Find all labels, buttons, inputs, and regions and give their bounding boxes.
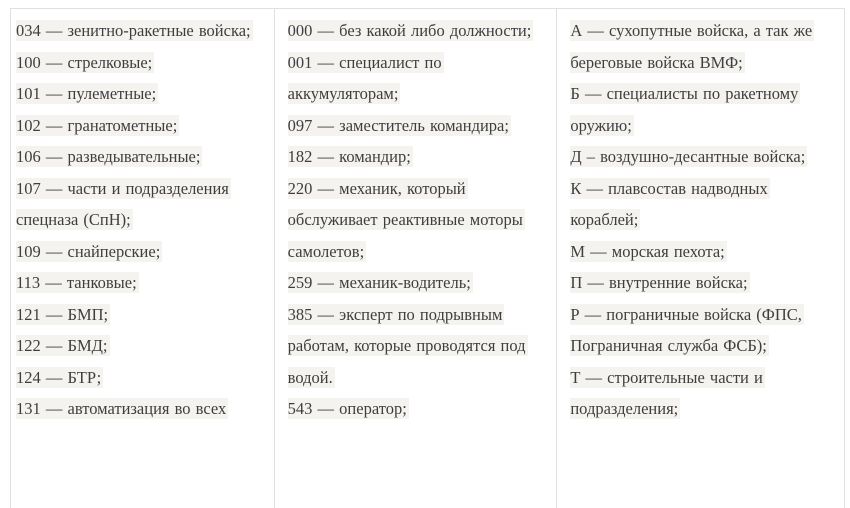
entry-text: 001 — специалист по аккумуляторам;	[287, 52, 442, 103]
entry-text: 109 — снайперские;	[16, 241, 161, 261]
table-entry	[16, 330, 264, 362]
table-entry	[570, 362, 834, 425]
entry-text: 101 — пулеметные;	[16, 84, 157, 103]
entry-text: 107 — части и подразделения спецназа (СпН);	[16, 178, 229, 229]
entry-text: 259 — механик-водитель;	[287, 273, 471, 292]
table-entry	[16, 299, 264, 331]
table-entry	[570, 141, 834, 173]
table-entry	[16, 267, 264, 299]
entry-text: 122 — БМД;	[16, 336, 108, 355]
table-entry	[288, 47, 547, 110]
table-entry	[288, 15, 547, 47]
table-entry	[570, 15, 834, 78]
column-branch-letter-codes	[557, 9, 845, 508]
entry-text: М — морская пехота;	[570, 241, 725, 261]
table-entry	[570, 236, 834, 268]
entry-text: 113 — танковые;	[16, 273, 137, 292]
table-entry	[16, 47, 264, 79]
table-entry	[288, 173, 547, 268]
entry-text: 543 — оператор;	[287, 399, 407, 418]
table-entry	[16, 362, 264, 394]
entry-text: Т — строительные части и подразделения;	[570, 367, 763, 418]
entry-text: 102 — гранатометные;	[16, 115, 178, 135]
codes-table	[10, 8, 845, 508]
table-entry	[570, 173, 834, 236]
table-entry	[570, 78, 834, 141]
entry-text: Р — пограничные войска (ФПС, Пограничная служба ФСБ);	[570, 304, 802, 355]
entry-text: 106 — разведывательные;	[16, 147, 201, 166]
table-entry	[288, 141, 547, 173]
table-entry	[16, 236, 264, 268]
entry-text: Д – воздушно-десантные войска;	[570, 147, 806, 166]
entry-text: 131 — автоматизация во всех	[16, 399, 227, 418]
table-entry	[16, 141, 264, 173]
entry-text: А — сухопутные войска, а так же береговые войска ВМФ;	[570, 21, 813, 72]
entry-text: Б — специалисты по ракетному оружию;	[570, 84, 799, 135]
entry-text: 121 — БМП;	[16, 304, 109, 324]
table-entry	[570, 267, 834, 299]
table-entry	[16, 110, 264, 142]
entry-text: 000 — без какой либо должности;	[287, 21, 532, 40]
entry-text: 182 — командир;	[287, 147, 411, 166]
table-entry	[16, 15, 264, 47]
entry-text: П — внутренние войска;	[570, 273, 748, 292]
column-unit-type-codes	[11, 9, 275, 508]
entry-text: 220 — механик, который обслуживает реактивные моторы самолетов;	[287, 178, 523, 261]
table-entry	[288, 110, 547, 142]
entry-text: 097 — заместитель командира;	[287, 115, 509, 135]
table-entry	[16, 78, 264, 110]
entry-text: 100 — стрелковые;	[16, 52, 153, 72]
entry-text: 124 — БТР;	[16, 367, 102, 387]
entry-text: 034 — зенитно-ракетные войска;	[16, 21, 251, 40]
table-entry	[16, 173, 264, 236]
table-entry	[288, 299, 547, 394]
table-entry	[570, 299, 834, 362]
table-entry	[16, 393, 264, 425]
column-position-codes	[275, 9, 558, 508]
entry-text: К — плавсостав надводных кораблей;	[570, 178, 768, 229]
entry-text: 385 — эксперт по подрывным работам, которые проводятся под водой.	[287, 304, 526, 387]
table-entry	[288, 393, 547, 425]
table-entry	[288, 267, 547, 299]
